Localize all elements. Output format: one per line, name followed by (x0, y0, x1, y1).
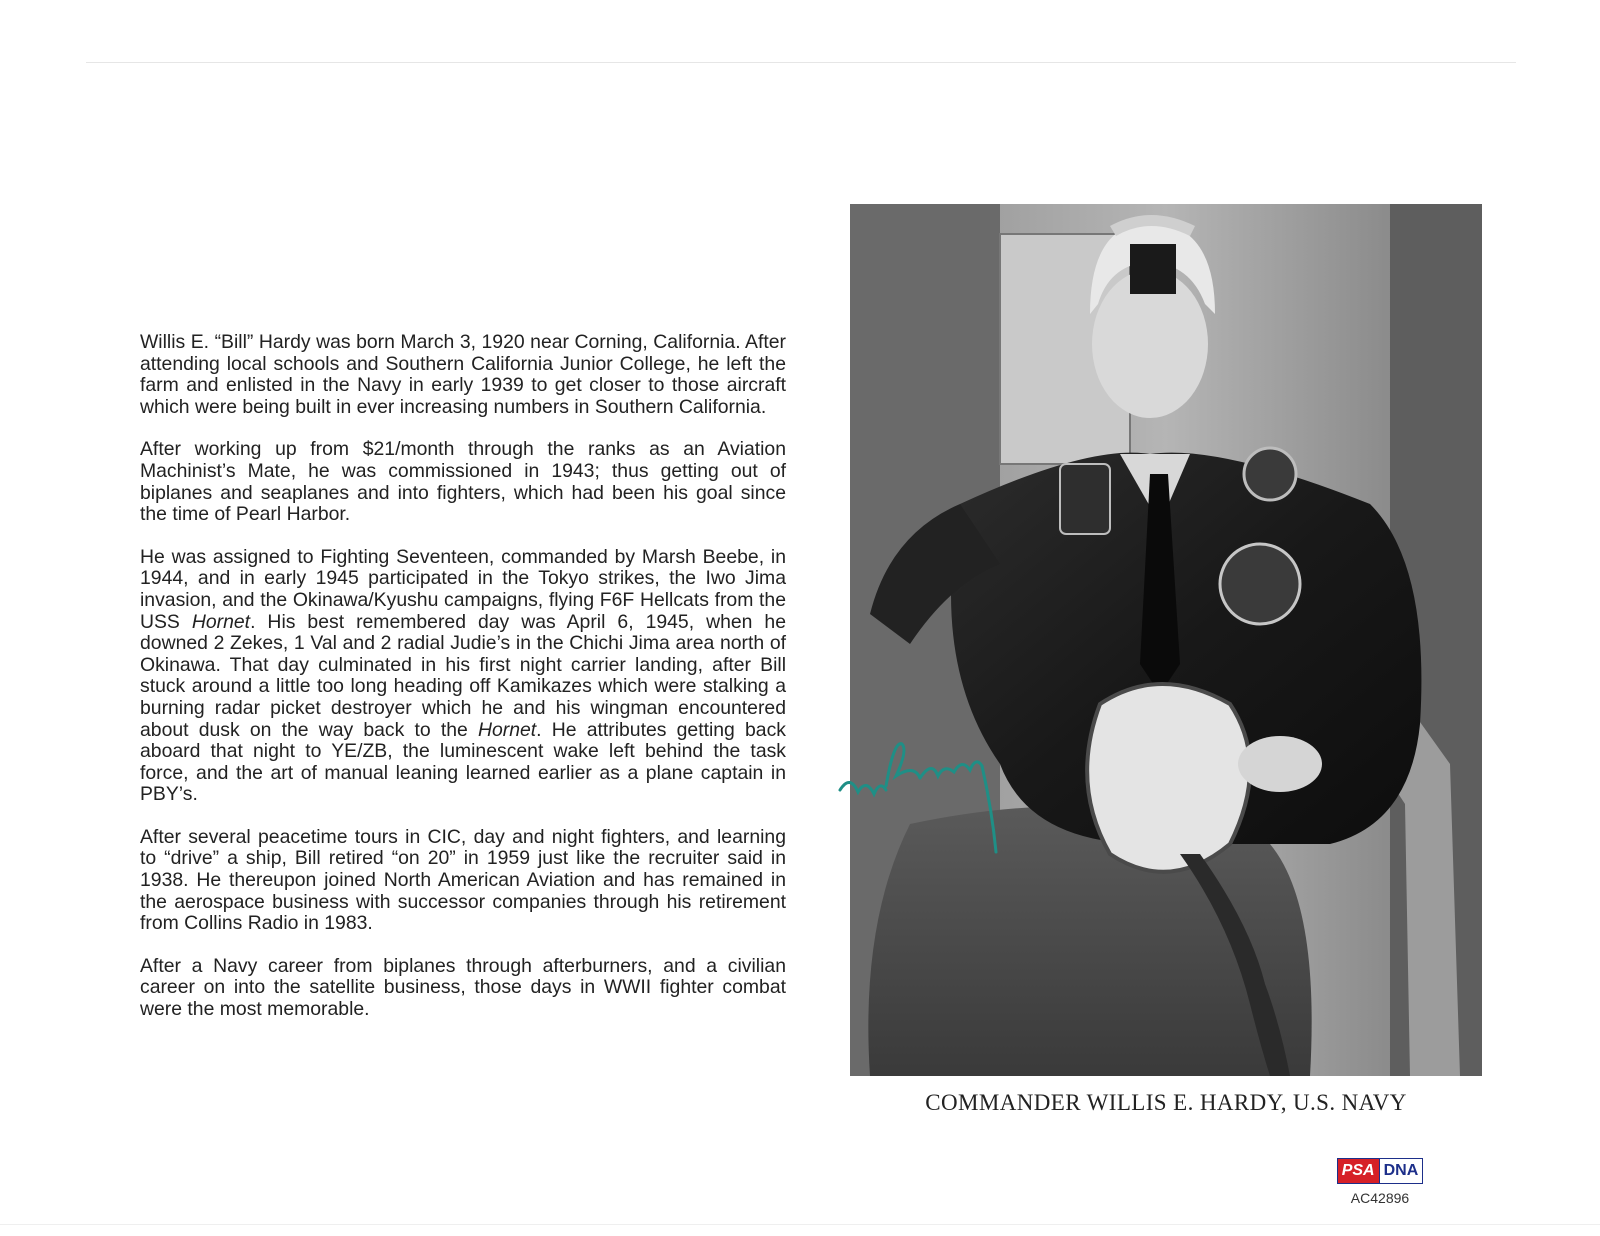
bio-paragraph-4: After several peacetime tours in CIC, day and night fighters, and learning to “drive” a ship, Bill retired “on 20” in 1959 just like the recruiter said in 1938. He thereupon joined North American Aviation and has remained in the aerospace business with successor companies through his retirement from Collins Radio in 1983. (140, 825, 786, 935)
bio-paragraph-3-part-a: He was assigned to Fighting Seventeen, commanded by Marsh Beebe, in 1944, and in early 1945 participated in the Tokyo strikes, the Iwo Jima invasion, and the Okinawa/Kyushu campaigns, flying F6F Hellcats from the USS (140, 545, 786, 633)
bio-paragraph-3 (140, 547, 786, 806)
bio-paragraph-5: After a Navy career from biplanes through afterburners, and a civilian career on into the satellite business, those days in WWII fighter combat were the most memorable. (140, 954, 786, 1021)
biography-text (140, 332, 786, 1042)
helmet-skull-patch (1130, 244, 1176, 294)
ship-name: Hornet (191, 610, 251, 633)
authentication-sticker (1332, 1158, 1428, 1206)
ship-name: Hornet (477, 718, 537, 741)
jacket-patch-left (1060, 464, 1110, 534)
pilot-portrait-illustration (850, 204, 1482, 1076)
bio-paragraph-2: After working up from $21/month through the ranks as an Aviation Machinist’s Mate, he was commissioned in 1943; thus getting out of biplanes and seaplanes and into fighters, which had been his goal since the time of Pearl Harbor. (140, 438, 786, 526)
bio-paragraph-3-part-b: . His best remembered day was April 6, 1945, when he downed 2 Zekes, 1 Val and 2 radial Judie’s in the Chichi Jima area north of Okinawa. That day culminated in his first night carrier landing, after Bill stuck around a little too long heading off Kamikazes which were stalking a burning radar picket destroyer which he and his wingman encountered about dusk on the way back to the (140, 610, 786, 741)
jacket-patch-right (1244, 448, 1296, 500)
psa-dna-logo (1337, 1158, 1424, 1184)
authentication-code: AC42896 (1350, 1190, 1410, 1206)
bio-paragraph-1: Willis E. “Bill” Hardy was born March 3, 1920 near Corning, California. After attending local schools and Southern California Junior College, he left the farm and enlisted in the Navy in early 1939 to get closer to those aircraft which were being built in ever increasing numbers in Southern California. (140, 331, 786, 418)
top-divider (86, 62, 1516, 63)
held-helmet (1087, 684, 1250, 872)
psa-logo-text: PSA (1338, 1159, 1379, 1183)
dna-logo-text: DNA (1379, 1159, 1423, 1183)
bottom-divider (0, 1224, 1600, 1225)
portrait-photo (850, 204, 1482, 1076)
bio-paragraph-3-part-c: . He attributes getting back aboard that night to YE/ZB, the luminescent wake left behind the task force, and the art of manual leaning learned earlier as a plane captain in PBY’s. (140, 718, 786, 806)
photo-caption: COMMANDER WILLIS E. HARDY, U.S. NAVY (925, 1090, 1407, 1115)
pilot-hand (1238, 736, 1322, 792)
autograph-signature (836, 720, 1006, 870)
jacket-patch-squadron (1220, 544, 1300, 624)
